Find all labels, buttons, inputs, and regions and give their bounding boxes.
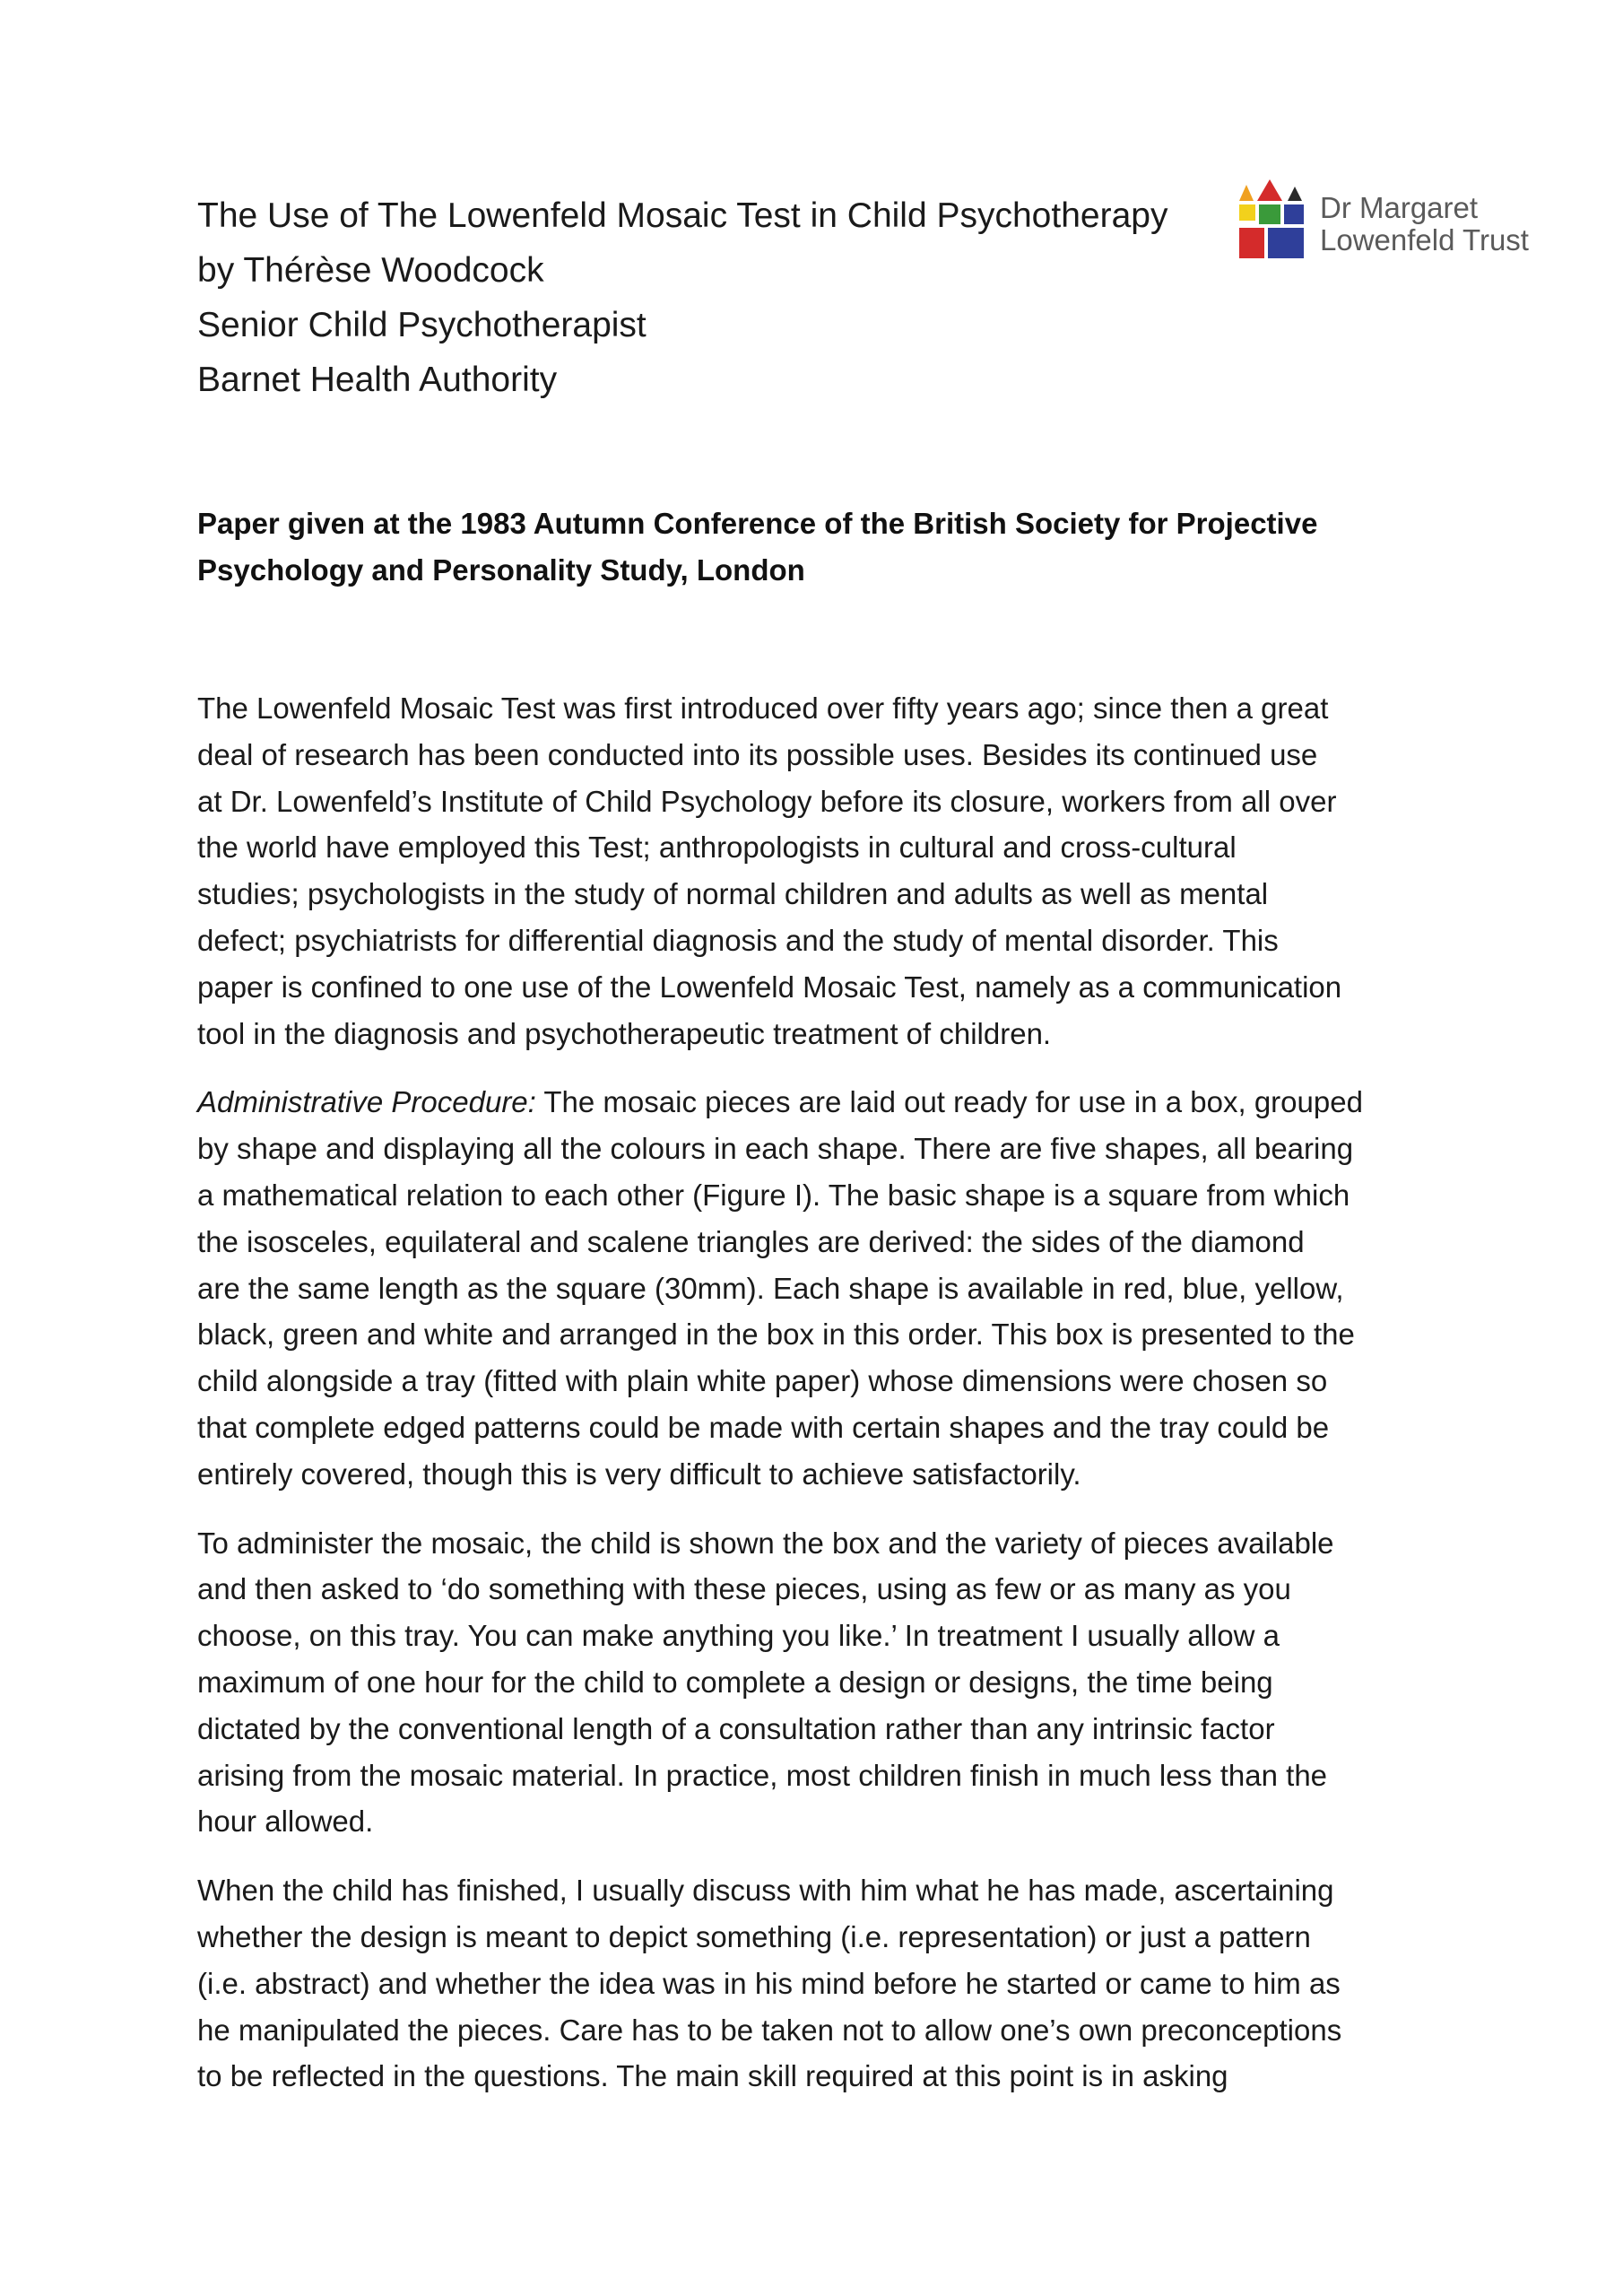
text-line: The Lowenfeld Mosaic Test was first introduced over fifty years ago; since then a great (197, 691, 1329, 725)
text-line: deal of research has been conducted into its possible uses. Besides its continued use (197, 737, 1318, 771)
trust-logo (1236, 179, 1541, 265)
text-line: to be reflected in the questions. The main skill required at this point is in asking (197, 2059, 1228, 2093)
paragraph-procedure (197, 1079, 1445, 1497)
text-line: defect; psychiatrists for differential diagnosis and the study of mental disorder. This (197, 923, 1279, 957)
logo-wordmark (1320, 192, 1529, 257)
text-line: the world have employed this Test; anthropologists in cultural and cross-cultural (197, 831, 1237, 865)
text-line: are the same length as the square (30mm). Each shape is available in red, blue, yellow, (197, 1271, 1344, 1305)
mosaic-logo-icon (1236, 179, 1307, 262)
conference-note-line: Paper given at the 1983 Autumn Conference of the British Society for Projective (197, 507, 1318, 540)
text-line: child alongside a tray (fitted with plain white paper) whose dimensions were chosen so (197, 1364, 1328, 1398)
section-lead-italic: Administrative Procedure: (197, 1085, 536, 1119)
author-role: Senior Child Psychotherapist (197, 306, 647, 344)
text-line: (i.e. abstract) and whether the idea was in his mind before he started or came to him as (197, 1966, 1341, 2000)
text-line: a mathematical relation to each other (Figure I). The basic shape is a square from which (197, 1178, 1350, 1212)
text-line: whether the design is meant to depict something (i.e. representation) or just a pattern (197, 1919, 1311, 1953)
text-line: tool in the diagnosis and psychotherapeutic treatment of children. (197, 1016, 1052, 1050)
text-line: paper is confined to one use of the Lowenfeld Mosaic Test, namely as a communication (197, 970, 1342, 1004)
paragraph-discussion (197, 1867, 1445, 2100)
conference-note-line: Psychology and Personality Study, London (197, 553, 805, 587)
text-line: arising from the mosaic material. In practice, most children finish in much less than the (197, 1758, 1328, 1792)
paragraph-administer (197, 1520, 1445, 1846)
text-line: entirely covered, though this is very difficult to achieve satisfactorily. (197, 1457, 1081, 1491)
text-segment: The mosaic pieces are laid out ready for use in a box, grouped (535, 1085, 1363, 1119)
document-header (197, 188, 1228, 407)
logo-line-1: Dr Margaret (1320, 191, 1479, 224)
text-line: choose, on this tray. You can make anything you like.’ In treatment I usually allow a (197, 1619, 1280, 1653)
text-line: hour allowed. (197, 1805, 374, 1839)
text-line: black, green and white and arranged in the box in this order. This box is presented to the (197, 1318, 1355, 1352)
author-affiliation: Barnet Health Authority (197, 361, 558, 399)
logo-line-2: Lowenfeld Trust (1320, 223, 1529, 257)
text-line: dictated by the conventional length of a consultation rather than any intrinsic factor (197, 1711, 1275, 1745)
author-line: by Thérèse Woodcock (197, 251, 544, 290)
paper-title: The Use of The Lowenfeld Mosaic Test in Child Psychotherapy (197, 196, 1168, 235)
paragraph-intro (197, 685, 1445, 1057)
body-text (197, 685, 1445, 2122)
text-line: at Dr. Lowenfeld’s Institute of Child Psychology before its closure, workers from all over (197, 784, 1337, 818)
text-line: studies; psychologists in the study of normal children and adults as well as mental (197, 877, 1269, 911)
text-line: and then asked to ‘do something with these pieces, using as few or as many as you (197, 1572, 1291, 1606)
conference-note (197, 500, 1453, 594)
text-line: maximum of one hour for the child to complete a design or designs, the time being (197, 1665, 1273, 1699)
text-line: that complete edged patterns could be made with certain shapes and the tray could be (197, 1410, 1330, 1444)
text-line: he manipulated the pieces. Care has to be taken not to allow one’s own preconceptions (197, 2013, 1342, 2047)
text-line (197, 1079, 1445, 1126)
text-line: the isosceles, equilateral and scalene triangles are derived: the sides of the diamond (197, 1224, 1305, 1258)
text-line: To administer the mosaic, the child is shown the box and the variety of pieces available (197, 1526, 1334, 1560)
text-line: by shape and displaying all the colours in each shape. There are five shapes, all bearing (197, 1132, 1354, 1166)
text-line: When the child has finished, I usually discuss with him what he has made, ascertaining (197, 1874, 1334, 1908)
